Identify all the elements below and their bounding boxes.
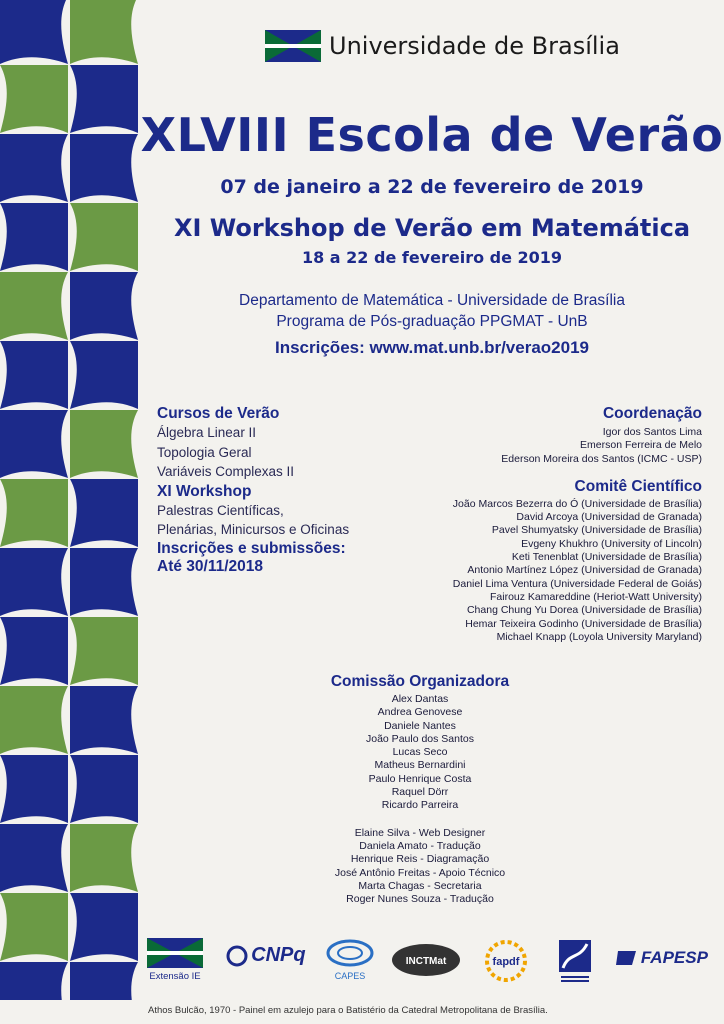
extensao-logo: Extensão IE [146,938,204,982]
workshop-item: Palestras Científicas, [157,502,284,518]
image-caption: Athos Bulcão, 1970 - Painel em azulejo para o Batistério da Catedral Metropolitana de Brasília. [148,1005,548,1016]
event-dates: 07 de janeiro a 22 de fevereiro de 2019 [220,176,644,198]
curso-item: Topologia Geral [157,444,252,460]
tile [0,755,68,823]
list-item: João Marcos Bezerra do Ó (Universidade de Brasília) [452,497,702,510]
list-item: Roger Nunes Souza - Tradução [346,893,494,906]
registration-link[interactable]: Inscrições: www.mat.unb.br/verao2019 [275,338,589,357]
tile [0,0,68,64]
tile [0,824,68,892]
workshop-item: Plenárias, Minicursos e Oficinas [157,522,350,537]
tile [0,479,68,547]
list-item: Igor dos Santos Lima [602,426,702,438]
inctmat-logo-text: INCTMat [405,956,447,967]
tile [70,548,138,616]
list-item: Chang Chung Yu Dorea (Universidade de Brasília) [466,604,702,617]
fapdf-logo [476,938,536,987]
tile-pattern [0,0,140,1000]
right-column [372,405,702,644]
coordenacao-list [372,426,702,466]
tile [0,203,68,271]
tile [0,617,68,685]
inscricoes-heading: Inscrições e submissões: [157,539,346,557]
tile [70,341,138,409]
inctmat-logo [390,942,462,981]
list-item: David Arcoya (Universidad de Granada) [516,511,702,524]
tile [0,65,68,133]
tile [0,341,68,409]
tile [70,962,138,1000]
organizer-info [140,290,724,332]
list-item: Daniela Amato - Tradução [359,839,481,852]
department: Departamento de Matemática - Universidade de Brasília [239,292,625,309]
list-item: Elaine Silva - Web Designer [354,826,486,839]
workshop-title: XI Workshop de Verão em Matemática [173,214,691,242]
list-item: Lucas Seco [392,746,448,759]
workshop-heading: XI Workshop [157,482,252,500]
list-item: Alex Dantas [391,693,449,705]
comite-list [372,498,702,644]
list-item: Evgeny Khukhro (University of Lincoln) [521,537,702,550]
unb-logo-icon [265,30,321,62]
list-item: Matheus Bernardini [374,759,466,772]
tile [0,134,68,202]
list-item: Antonio Martínez López (Universidad de Granada) [467,564,702,577]
tile [70,65,138,133]
capes-logo-icon [325,938,375,968]
list-item: Henrique Reis - Diagramação [350,853,490,866]
tile [70,203,138,271]
tile [70,272,138,340]
fapdf-logo-text: fapdf [492,956,520,968]
page-title: XLVIII Escola de Verão [140,108,724,162]
list-item: Michael Knapp (Loyola University Maryland) [496,630,702,643]
tile [70,617,138,685]
list-item: Emerson Ferreira de Melo [580,439,702,452]
inscricoes-deadline: Até 30/11/2018 [157,557,264,575]
cursos-heading: Cursos de Verão [157,405,280,422]
sponsor-logos [140,938,724,990]
athos-logo-icon [559,940,591,984]
comissao-heading: Comissão Organizadora [330,673,510,690]
list-item: Fairouz Kamareddine (Heriot-Watt University) [489,590,702,603]
list-item: Daniel Lima Ventura (Universidade Federal de Goiás) [452,577,702,590]
tile [70,134,138,202]
cnpq-logo-icon [226,945,248,967]
university-name: Universidade de Brasília [329,32,620,60]
list-item: Ricardo Parreira [381,799,459,812]
staff-list [240,827,600,907]
capes-logo: CAPES [322,938,378,981]
comissao-list [240,693,600,813]
list-item: Keti Tenenblat (Universidade de Brasília) [511,551,702,564]
list-item: Raquel Dörr [391,786,449,799]
inctmat-logo-icon [390,942,462,978]
curso-item: Variáveis Complexas II [157,464,295,479]
tile [0,410,68,478]
tile [0,686,68,754]
list-item: Hemar Teixeira Godinho (Universidade de Brasília) [465,617,702,630]
list-item: Ederson Moreira dos Santos (ICMC - USP) [501,452,702,465]
cnpq-logo: CNPq [224,944,308,967]
comite-heading: Comitê Científico [574,477,702,495]
coordenacao-heading: Coordenação [602,405,702,422]
tile [70,755,138,823]
tile [70,824,138,892]
comissao-section [240,673,600,906]
tile [70,0,138,64]
list-item: José Antônio Freitas - Apoio Técnico [334,866,506,879]
tile [0,548,68,616]
list-item: João Paulo dos Santos [366,732,474,745]
tile [70,479,138,547]
tile [70,410,138,478]
list-item: Marta Chagas - Secretaria [358,879,482,892]
workshop-dates: 18 a 22 de fevereiro de 2019 [301,248,563,267]
list-item: Pavel Shumyatsky (Universidade de Brasília) [491,524,702,537]
fapesp-logo: FAPESP [614,948,710,968]
tile [70,893,138,961]
tile [0,893,68,961]
university-header [265,30,620,62]
extensao-logo-icon [147,938,203,968]
fapesp-logo-icon [616,949,638,967]
curso-item: Álgebra Linear II [157,425,257,440]
tile [0,272,68,340]
tile [70,686,138,754]
program: Programa de Pós-graduação PPGMAT - UnB [276,313,588,330]
fapdf-logo-icon [483,938,529,984]
left-column [157,405,387,576]
list-item: Andrea Genovese [377,706,463,719]
athos-logo [558,940,592,987]
tile [0,962,68,1000]
list-item: Daniele Nantes [384,719,456,732]
list-item: Paulo Henrique Costa [368,772,472,785]
